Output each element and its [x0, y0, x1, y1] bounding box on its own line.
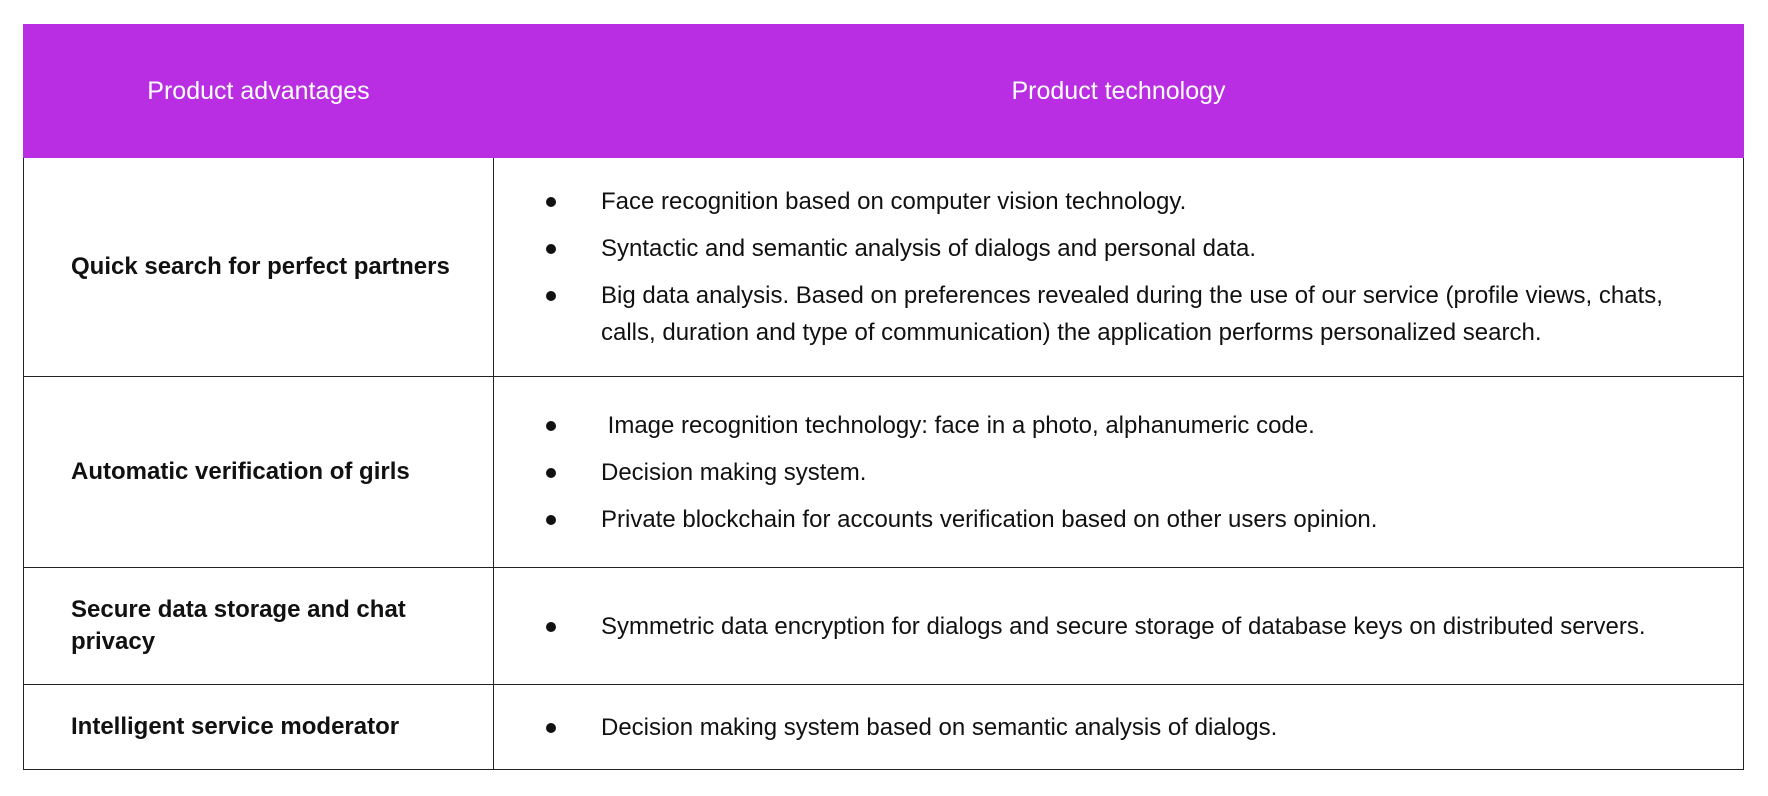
bullet-icon	[546, 291, 556, 301]
technology-cell	[494, 685, 1744, 770]
bullet-icon	[546, 468, 556, 478]
technology-list	[494, 183, 1713, 351]
technology-list	[494, 608, 1713, 645]
table-row	[24, 377, 1744, 568]
advantage-cell: Quick search for perfect partners	[24, 158, 494, 377]
advantages-technology-table	[23, 24, 1744, 770]
technology-text: Image recognition technology: face in a photo, alphanumeric code.	[601, 411, 1315, 439]
table-header-row	[24, 25, 1744, 158]
technology-text: Face recognition based on computer vision technology.	[601, 188, 1187, 215]
bullet-icon	[546, 421, 556, 431]
list-item	[494, 230, 1713, 267]
list-item	[494, 608, 1713, 645]
list-item	[494, 454, 1713, 491]
list-item	[494, 183, 1713, 220]
technology-text: Symmetric data encryption for dialogs and secure storage of database keys on distributed servers.	[601, 612, 1646, 640]
table-row	[24, 568, 1744, 685]
technology-list	[494, 709, 1713, 746]
technology-text: Big data analysis. Based on preferences revealed during the use of our service (profile views, chats, calls, duration and type of communication) the application performs personalized search.	[601, 282, 1663, 346]
list-item	[494, 277, 1713, 351]
advantage-cell: Intelligent service moderator	[24, 685, 494, 770]
technology-cell	[494, 568, 1744, 685]
technology-list	[494, 407, 1713, 538]
technology-text: Private blockchain for accounts verification based on other users opinion.	[601, 505, 1378, 533]
technology-text: Decision making system based on semantic analysis of dialogs.	[601, 713, 1278, 741]
technology-cell	[494, 377, 1744, 568]
bullet-icon	[546, 197, 556, 207]
list-item	[494, 501, 1713, 538]
table-row	[24, 685, 1744, 770]
advantage-cell: Automatic verification of girls	[24, 377, 494, 568]
list-item	[494, 407, 1713, 444]
bullet-icon	[546, 723, 556, 733]
list-item	[494, 709, 1713, 746]
technology-text: Syntactic and semantic analysis of dialogs and personal data.	[601, 235, 1257, 262]
header-product-technology: Product technology	[494, 25, 1744, 158]
bullet-icon	[546, 622, 556, 632]
table-row	[24, 158, 1744, 377]
bullet-icon	[546, 515, 556, 525]
bullet-icon	[546, 244, 556, 254]
header-product-advantages: Product advantages	[24, 25, 494, 158]
technology-cell	[494, 158, 1744, 377]
technology-text: Decision making system.	[601, 458, 867, 486]
advantage-cell: Secure data storage and chat privacy	[24, 568, 494, 685]
